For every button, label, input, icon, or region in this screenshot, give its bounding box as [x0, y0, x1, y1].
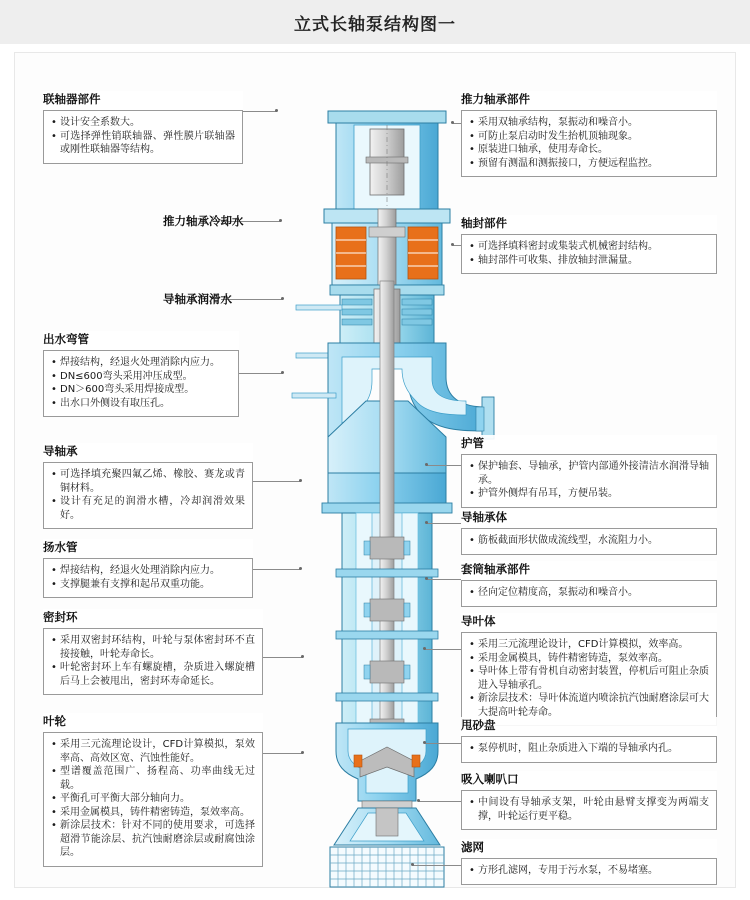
leader-dot-cooling-water — [279, 219, 282, 222]
callout-diffuser — [461, 613, 717, 726]
leader-dot-shaft-seal — [451, 243, 454, 246]
page-header — [0, 0, 750, 44]
callout-thrust-bearing-item: • 采用双轴承结构，泵振动和噪音小。 — [469, 116, 709, 130]
callout-guide-bearing-body-heading: 导轴承体 — [461, 510, 507, 524]
leader-dot-impeller — [301, 751, 304, 754]
callout-protect-tube-box — [461, 454, 717, 508]
callout-coupling-item: • 设计安全系数大。 — [51, 116, 235, 130]
callout-thrust-bearing — [461, 91, 717, 177]
callout-impeller-item: • 采用三元流理论设计，CFD计算模拟，泵效率高、高效区宽、汽蚀性能好。 — [51, 738, 255, 765]
leader-discharge-elbow — [237, 373, 283, 374]
callout-strainer-item: • 方形孔滤网，专用于污水泵，不易堵塞。 — [469, 864, 709, 878]
callout-seal-ring-item: • 叶轮密封环上车有螺旋槽，杂质进入螺旋槽后马上会被甩出，密封环寿命延长。 — [51, 661, 255, 688]
callout-riser-pipe-item: • 焊接结构，经退火处理消除内应力。 — [51, 564, 245, 578]
callout-sleeve-bearing-box — [461, 580, 717, 607]
callout-sleeve-bearing-item: • 径向定位精度高，泵振动和噪音小。 — [469, 586, 709, 600]
callout-discharge-elbow-box — [43, 350, 239, 417]
leader-dot-sleeve-bearing — [425, 577, 428, 580]
callout-suction-bell — [461, 771, 717, 830]
callout-coupling-item: • 可选择弹性销联轴器、弹性膜片联轴器或刚性联轴器等结构。 — [51, 130, 235, 157]
callout-sand-thrower-item: • 泵停机时，阻止杂质进入下端的导轴承内孔。 — [469, 742, 709, 756]
leader-protect-tube — [427, 465, 461, 466]
callout-discharge-elbow-item: • 焊接结构，经退火处理消除内应力。 — [51, 356, 231, 370]
callout-protect-tube-heading: 护管 — [461, 436, 484, 450]
callout-sand-thrower — [461, 717, 717, 763]
callout-impeller-item: • 新涂层技术：针对不同的使用要求，可选择超滑节能涂层、抗汽蚀耐磨涂层或耐腐蚀涂层。 — [51, 819, 255, 860]
diagram-panel — [14, 52, 736, 888]
callout-suction-bell-box — [461, 790, 717, 830]
leader-guide-bearing-body — [427, 523, 461, 524]
callout-riser-pipe-item: • 支撑腿兼有支撑和起吊双重功能。 — [51, 578, 245, 592]
callout-diffuser-item: • 采用三元流理论设计，CFD计算模拟，效率高。 — [469, 638, 709, 652]
leader-dot-strainer — [411, 863, 414, 866]
callout-impeller-box — [43, 732, 263, 867]
callout-riser-pipe-box — [43, 558, 253, 598]
callout-protect-tube-item: • 护管外侧焊有吊耳，方便吊装。 — [469, 487, 709, 501]
leader-riser-pipe — [253, 569, 301, 570]
callout-thrust-bearing-item: • 预留有测温和测振接口，方便远程监控。 — [469, 157, 709, 171]
callout-riser-pipe — [43, 539, 253, 598]
callout-guide-bearing-item: • 可选择填充聚四氟乙烯、橡胶、赛龙或青铜材料。 — [51, 468, 245, 495]
callout-shaft-seal-item: • 可选择填料密封或集装式机械密封结构。 — [469, 240, 709, 254]
callout-guide-bearing-body-box — [461, 528, 717, 555]
leader-dot-protect-tube — [425, 463, 428, 466]
callout-protect-tube-item: • 保护轴套、导轴承，护管内部通外接清洁水润滑导轴承。 — [469, 460, 709, 487]
callout-seal-ring-box — [43, 628, 263, 695]
leader-dot-discharge-elbow — [281, 371, 284, 374]
leader-dot-seal-ring — [301, 655, 304, 658]
callout-sleeve-bearing-heading: 套筒轴承部件 — [461, 562, 530, 576]
leader-impeller — [263, 753, 303, 754]
page-title: 立式长轴泵结构图一 — [294, 14, 456, 35]
callout-suction-bell-item: • 中间设有导轴承支架，叶轮由悬臂支撑变为两端支撑，叶轮运行更平稳。 — [469, 796, 709, 823]
label-thrust-bearing-cooling-water: 推力轴承冷却水 — [163, 214, 244, 228]
callout-impeller-item: • 采用金属模具，铸件精密铸造，泵效率高。 — [51, 806, 255, 820]
callout-guide-bearing-body — [461, 509, 717, 555]
callout-shaft-seal-item: • 轴封部件可收集、排放轴封泄漏量。 — [469, 254, 709, 268]
callout-shaft-seal-heading: 轴封部件 — [461, 216, 507, 230]
leader-guide-bearing — [253, 481, 301, 482]
callout-thrust-bearing-box — [461, 110, 717, 177]
leader-dot-suction-bell — [417, 799, 420, 802]
leader-dot-sand-thrower — [423, 741, 426, 744]
callout-impeller-heading: 叶轮 — [43, 714, 66, 728]
callout-sand-thrower-heading: 甩砂盘 — [461, 718, 496, 732]
label-guide-bearing-lubrication-water: 导轴承润滑水 — [163, 292, 232, 306]
callout-seal-ring-item: • 采用双密封环结构，叶轮与泵体密封环不直接接触，叶轮寿命长。 — [51, 634, 255, 661]
callout-discharge-elbow-item: • 出水口外侧设有取压孔。 — [51, 397, 231, 411]
callout-coupling-heading: 联轴器部件 — [43, 92, 101, 106]
callout-guide-bearing — [43, 443, 253, 529]
leader-dot-guide-bearing-body — [425, 521, 428, 524]
callout-sand-thrower-box — [461, 736, 717, 763]
callout-strainer-box — [461, 858, 717, 885]
callout-coupling-box — [43, 110, 243, 164]
callout-seal-ring-heading: 密封环 — [43, 610, 78, 624]
callout-shaft-seal — [461, 215, 717, 274]
callout-discharge-elbow-heading: 出水弯管 — [43, 332, 89, 346]
callout-strainer-heading: 滤网 — [461, 840, 484, 854]
callout-thrust-bearing-item: • 可防止泵启动时发生抬机顶轴现象。 — [469, 130, 709, 144]
callout-guide-bearing-body-item: • 筋板截面形状做成流线型，水流阻力小。 — [469, 534, 709, 548]
callout-impeller — [43, 713, 263, 867]
callout-discharge-elbow — [43, 331, 239, 417]
callout-guide-bearing-box — [43, 462, 253, 529]
leader-strainer — [413, 865, 461, 866]
callout-sleeve-bearing — [461, 561, 717, 607]
leader-dot-thrust-bearing — [451, 121, 454, 124]
leader-dot-lube-water — [281, 297, 284, 300]
leader-sand-thrower — [425, 743, 461, 744]
callout-coupling — [43, 91, 243, 164]
callout-diffuser-box — [461, 632, 717, 726]
callout-riser-pipe-heading: 扬水管 — [43, 540, 78, 554]
callout-seal-ring — [43, 609, 263, 695]
callout-guide-bearing-item: • 设计有充足的润滑水槽，冷却润滑效果好。 — [51, 495, 245, 522]
callout-diffuser-item: • 导叶体上带有骨机自动密封装置，停机后可阻止杂质进入导轴承孔。 — [469, 665, 709, 692]
callout-thrust-bearing-item: • 原装进口轴承，使用寿命长。 — [469, 143, 709, 157]
callout-diffuser-heading: 导叶体 — [461, 614, 496, 628]
leader-suction-bell — [419, 801, 461, 802]
leader-seal-ring — [263, 657, 303, 658]
callout-diffuser-item: • 采用金属模具，铸件精密铸造，泵效率高。 — [469, 652, 709, 666]
callout-discharge-elbow-item: • DN＞600弯头采用焊接成型。 — [51, 383, 231, 397]
callout-impeller-item: • 型谱覆盖范围广、扬程高、功率曲线无过载。 — [51, 765, 255, 792]
callout-protect-tube — [461, 435, 717, 508]
callout-guide-bearing-heading: 导轴承 — [43, 444, 78, 458]
callout-suction-bell-heading: 吸入喇叭口 — [461, 772, 519, 786]
leader-coupling — [241, 111, 277, 112]
callout-discharge-elbow-item: • DN≤600弯头采用冲压成型。 — [51, 370, 231, 384]
leader-dot-coupling — [275, 109, 278, 112]
leader-diffuser — [425, 649, 461, 650]
callout-thrust-bearing-heading: 推力轴承部件 — [461, 92, 530, 106]
callout-strainer — [461, 839, 717, 885]
leader-dot-guide-bearing — [299, 479, 302, 482]
callout-shaft-seal-box — [461, 234, 717, 274]
leader-dot-diffuser — [423, 647, 426, 650]
callout-diffuser-item: • 新涂层技术：导叶体流道内喷涂抗汽蚀耐磨涂层可大大提高叶轮寿命。 — [469, 692, 709, 719]
leader-dot-riser-pipe — [299, 567, 302, 570]
callout-impeller-item: • 平衡孔可平衡大部分轴向力。 — [51, 792, 255, 806]
leader-sleeve-bearing — [427, 579, 461, 580]
